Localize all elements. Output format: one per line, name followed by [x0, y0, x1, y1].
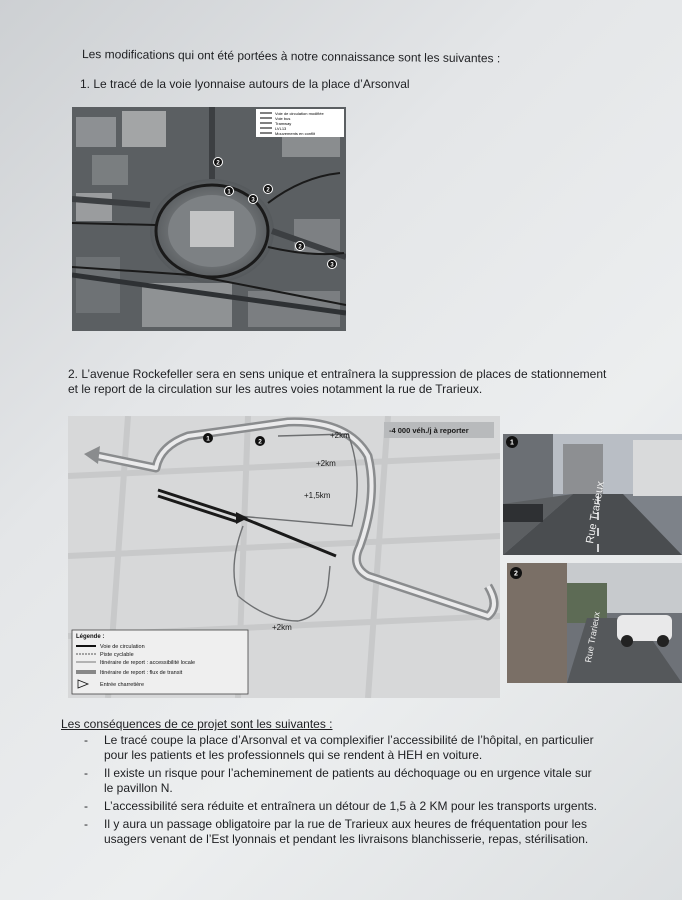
aerial-marker	[295, 241, 305, 251]
aerial-legend-item: Voie de circulation modifiée	[275, 111, 324, 116]
aerial-legend-item: Tramway	[275, 121, 292, 126]
consequences-list	[84, 733, 644, 850]
list-item-line: pour les patients et les professionnels qui se rendent à HEH en voiture.	[104, 748, 483, 762]
route-map-image	[68, 416, 500, 698]
svg-text:2: 2	[216, 160, 220, 167]
list-item-line: usagers venant de l’Est lyonnais et pendant les livraisons blanchisserie, repas, stérilisation.	[104, 832, 589, 846]
map-legend-item: Itinéraire de report : accessibilité locale	[100, 660, 196, 666]
list-item-line: Le tracé coupe la place d’Arsonval et va complexifier l’accessibilité de l’hôpital, en particulier	[104, 733, 594, 747]
list-item-line: L’accessibilité sera réduite et entraînera un détour de 1,5 à 2 KM pour les transports urgents.	[104, 799, 597, 813]
svg-text:1: 1	[206, 435, 210, 443]
map-legend-title: Légende :	[76, 634, 105, 640]
list-item-line: Il existe un risque pour l’acheminement de patients au déchoquage ou en urgence vitale sur	[104, 766, 592, 780]
distance-label: +2km	[316, 459, 336, 468]
list-item: - L’accessibilité sera réduite et entraînera un détour de 1,5 à 2 KM pour les transports urgents.	[84, 799, 644, 814]
photo-marker: 1	[510, 439, 514, 447]
aerial-legend-item: Voie bus	[275, 116, 291, 121]
street-sign-text: Rue Trarieux	[583, 610, 602, 664]
section2-title-line1: 2. L’avenue Rockefeller sera en sens unique et entraînera la suppression de places de stationnement	[68, 367, 607, 381]
photo-marker: 2	[514, 570, 518, 578]
svg-text:3: 3	[251, 197, 255, 204]
aerial-marker	[224, 186, 234, 196]
distance-label: +1,5km	[304, 491, 331, 500]
svg-text:2: 2	[258, 438, 262, 446]
list-item-line: le pavillon N.	[104, 781, 173, 795]
aerial-legend-item: Mouvements en conflit	[275, 131, 316, 136]
svg-text:1: 1	[227, 189, 231, 196]
map-legend-item: Entrée charretière	[100, 682, 145, 688]
distance-label: +2km	[272, 623, 292, 632]
map-marker	[255, 436, 265, 446]
street-sign-text: Rue Trarieux	[584, 480, 607, 545]
section2-title-line2: et le report de la circulation sur les autres voies notamment la rue de Trarieux.	[68, 382, 483, 396]
aerial-marker	[248, 194, 258, 204]
intro-text: Les modifications qui ont été portées à notre connaissance sont les suivantes :	[81, 47, 501, 66]
aerial-legend-item: LVL13	[275, 126, 287, 131]
traffic-banner: -4 000 véh./j à reporter	[389, 426, 469, 435]
map-legend-item: Voie de circulation	[100, 644, 145, 650]
consequences-title: Les conséquences de ce projet sont les suivantes :	[61, 717, 333, 731]
aerial-map-image	[72, 107, 346, 331]
street-photo-2	[507, 563, 682, 683]
svg-text:2: 2	[298, 244, 302, 251]
aerial-marker	[213, 157, 223, 167]
aerial-marker	[327, 259, 337, 269]
svg-text:2: 2	[266, 187, 270, 194]
street-photo-1	[503, 434, 682, 555]
section1-title: 1. Le tracé de la voie lyonnaise autours de la place d’Arsonval	[80, 77, 410, 91]
list-item: - Le tracé coupe la place d’Arsonval et va complexifier l’accessibilité de l’hôpital, en particulier pour les patients et les professionnels qui se rendent à HEH en voiture.	[84, 733, 644, 763]
svg-text:3: 3	[330, 262, 334, 269]
map-legend-item: Piste cyclable	[100, 652, 134, 658]
map-marker	[203, 433, 213, 443]
list-item: - Il y aura un passage obligatoire par la rue de Trarieux aux heures de fréquentation pour les usagers venant de l’Est lyonnais et pendant les livraisons blanchisserie, repas, stérilisation.	[84, 817, 644, 847]
distance-label: +2km	[330, 431, 350, 440]
list-item-line: Il y aura un passage obligatoire par la rue de Trarieux aux heures de fréquentation pour les	[104, 817, 587, 831]
list-item: - Il existe un risque pour l’acheminement de patients au déchoquage ou en urgence vitale sur le pavillon N.	[84, 766, 644, 796]
aerial-marker	[263, 184, 273, 194]
map-legend-item: Itinéraire de report : flux de transit	[100, 670, 183, 676]
